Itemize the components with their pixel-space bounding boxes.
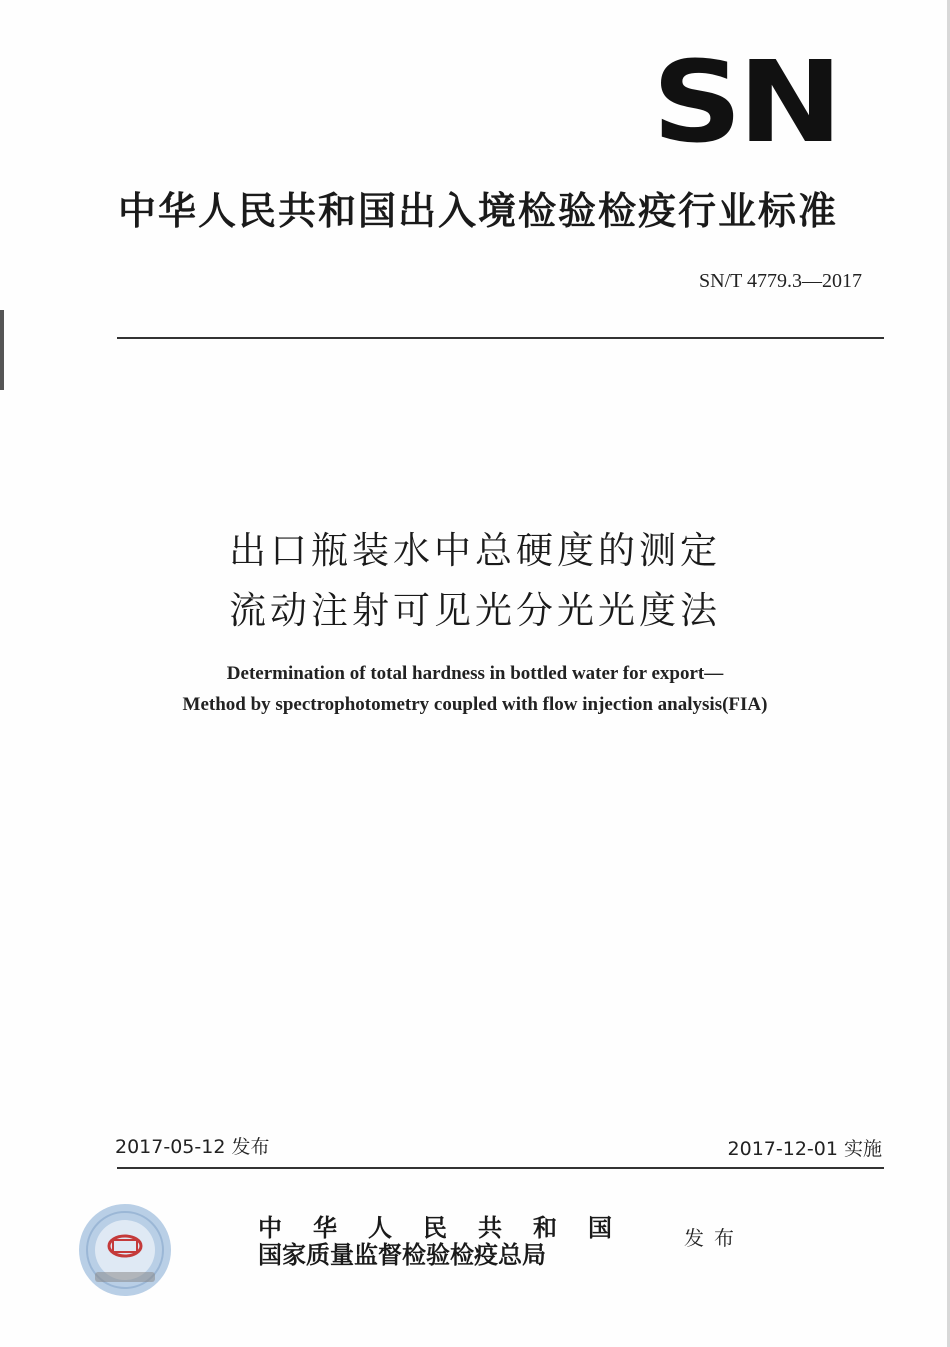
issuer-line-2: 国家质量监督检验检疫总局 xyxy=(258,1240,546,1269)
sn-logo: SN xyxy=(652,38,839,168)
issue-date: 2017-05-12 发布 xyxy=(115,1136,270,1158)
publish-label: 发布 xyxy=(684,1226,744,1250)
issuer-line-1: 中华人民共和国 xyxy=(258,1213,643,1242)
standard-code: SN/T 4779.3—2017 xyxy=(699,270,862,292)
en-title-line-2: Method by spectrophotometry coupled with flow injection analysis(FIA) xyxy=(182,694,768,715)
anti-counterfeit-seal-icon xyxy=(77,1202,173,1298)
cn-title-line-1: 出口瓶装水中总硬度的测定 xyxy=(229,529,721,572)
cn-title-line-2: 流动注射可见光分光光度法 xyxy=(229,589,721,632)
implementation-date: 2017-12-01 实施 xyxy=(727,1138,882,1160)
footer-divider xyxy=(117,1167,884,1169)
standard-category-title: 中华人民共和国出入境检验检疫行业标准 xyxy=(118,189,839,233)
scan-edge-mark xyxy=(0,310,4,390)
header-divider xyxy=(117,337,884,339)
en-title-line-1: Determination of total hardness in bottled water for export— xyxy=(226,663,724,684)
